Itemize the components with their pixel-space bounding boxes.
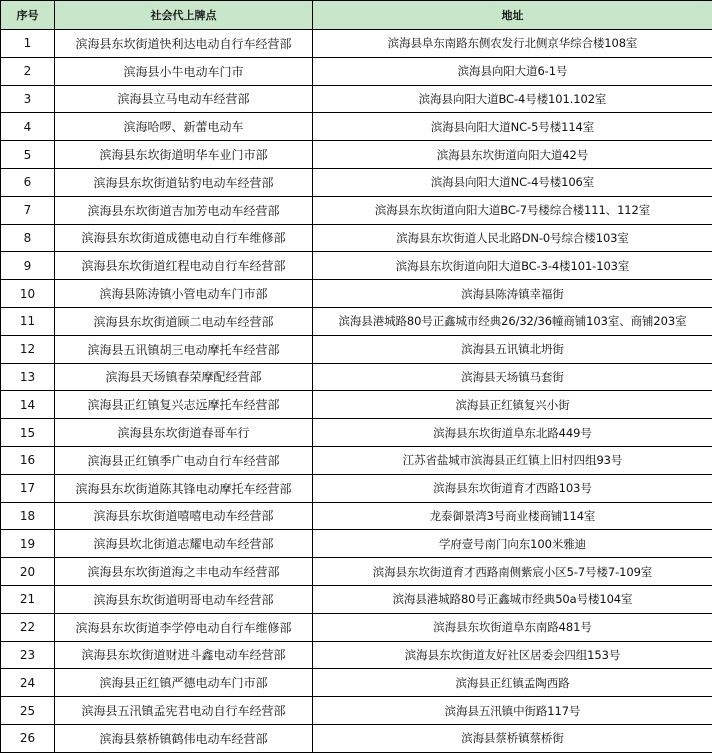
shop-name-cell: 滨海县东坎街道明华车业门市部 [55, 141, 313, 169]
row-number: 8 [1, 224, 55, 252]
table-row [1, 530, 712, 558]
address-cell: 滨海县东坎街道育才西路103号 [313, 474, 712, 502]
address-cell: 滨海县东坎街道人民北路DN-0号综合楼103室 [313, 224, 712, 252]
address-cell: 滨海县正红镇孟陶西路 [313, 669, 712, 697]
row-number: 11 [1, 307, 55, 335]
table-row [1, 141, 712, 169]
address-cell: 学府壹号南门向东100米雅迪 [313, 530, 712, 558]
table-row [1, 307, 712, 335]
shop-name-cell: 滨海县五讯镇胡三电动摩托车经营部 [55, 335, 313, 363]
header-name: 社会代上牌点 [55, 1, 313, 30]
table-row [1, 669, 712, 697]
table-row [1, 252, 712, 280]
shop-name-cell: 滨海县东坎街道吉加芳电动车经营部 [55, 196, 313, 224]
table-row [1, 585, 712, 613]
row-number: 5 [1, 141, 55, 169]
address-cell: 滨海县天场镇马套街 [313, 363, 712, 391]
address-cell: 滨海县向阳大道NC-5号楼114室 [313, 113, 712, 141]
shop-name-cell: 滨海县五汛镇孟宪君电动自行车经营部 [55, 697, 313, 725]
row-number: 19 [1, 530, 55, 558]
shop-name-cell: 滨海县正红镇复兴志远摩托车经营部 [55, 391, 313, 419]
table-row [1, 335, 712, 363]
shop-name-cell: 滨海哈啰、新蕾电动车 [55, 113, 313, 141]
row-number: 9 [1, 252, 55, 280]
row-number: 3 [1, 85, 55, 113]
address-cell: 滨海县向阳大道NC-4号楼106室 [313, 168, 712, 196]
row-number: 17 [1, 474, 55, 502]
shop-name-cell: 滨海县东坎街道钻豹电动车经营部 [55, 168, 313, 196]
shop-name-cell: 滨海县坎北街道志耀电动车经营部 [55, 530, 313, 558]
row-number: 13 [1, 363, 55, 391]
table-row [1, 363, 712, 391]
table-row [1, 697, 712, 725]
shop-name-cell: 滨海县正红镇严德电动车门市部 [55, 669, 313, 697]
row-number: 18 [1, 502, 55, 530]
row-number: 23 [1, 641, 55, 669]
address-cell: 滨海县东坎街道向阳大道BC-7号楼综合楼111、112室 [313, 196, 712, 224]
address-cell: 滨海县五讯镇北坍街 [313, 335, 712, 363]
address-cell: 滨海县东坎街道育才西路南侧紫宸小区5-7号楼7-109室 [313, 558, 712, 586]
row-number: 15 [1, 419, 55, 447]
shop-name-cell: 滨海县立马电动车经营部 [55, 85, 313, 113]
table-row [1, 613, 712, 641]
shop-name-cell: 滨海县东坎街道李学停电动自行车维修部 [55, 613, 313, 641]
address-cell: 滨海县东坎街道友好社区居委会四组153号 [313, 641, 712, 669]
shop-name-cell: 滨海县东坎街道财进斗鑫电动车经营部 [55, 641, 313, 669]
address-cell: 滨海县陈涛镇幸福街 [313, 280, 712, 308]
shop-name-cell: 滨海县东坎街道红程电动自行车经营部 [55, 252, 313, 280]
row-number: 2 [1, 57, 55, 85]
row-number: 12 [1, 335, 55, 363]
shop-name-cell: 滨海县蔡桥镇鹤伟电动车经营部 [55, 724, 313, 752]
shop-name-cell: 滨海县东坎街道春哥车行 [55, 419, 313, 447]
shop-name-cell: 滨海县天场镇春荣摩配经营部 [55, 363, 313, 391]
address-cell: 滨海县东坎街道阜东南路481号 [313, 613, 712, 641]
shop-name-cell: 滨海县东坎街道快利达电动自行车经营部 [55, 30, 313, 58]
table-row [1, 391, 712, 419]
address-cell: 滨海县向阳大道6-1号 [313, 57, 712, 85]
shop-name-cell: 滨海县小牛电动车门市 [55, 57, 313, 85]
row-number: 10 [1, 280, 55, 308]
table-body [1, 30, 712, 753]
shop-name-cell: 滨海县东坎街道顾二电动车经营部 [55, 307, 313, 335]
address-cell: 滨海县港城路80号正鑫城市经典50a号楼104室 [313, 585, 712, 613]
row-number: 1 [1, 30, 55, 58]
table-row [1, 224, 712, 252]
row-number: 16 [1, 446, 55, 474]
table-row [1, 30, 712, 58]
table-row [1, 558, 712, 586]
shop-name-cell: 滨海县正红镇季广电动自行车经营部 [55, 446, 313, 474]
table-row [1, 196, 712, 224]
row-number: 24 [1, 669, 55, 697]
address-cell: 滨海县向阳大道BC-4号楼101.102室 [313, 85, 712, 113]
address-cell: 滨海县五汛镇中街路117号 [313, 697, 712, 725]
row-number: 21 [1, 585, 55, 613]
address-cell: 滨海县东坎街道阜东北路449号 [313, 419, 712, 447]
table-row [1, 85, 712, 113]
address-cell: 江苏省盐城市滨海县正红镇上旧村四组93号 [313, 446, 712, 474]
row-number: 20 [1, 558, 55, 586]
shop-name-cell: 滨海县东坎街道成德电动自行车维修部 [55, 224, 313, 252]
header-row [1, 1, 712, 30]
row-number: 25 [1, 697, 55, 725]
table-row [1, 502, 712, 530]
address-cell: 滨海县阜东南路东侧农发行北侧京华综合楼108室 [313, 30, 712, 58]
table-row [1, 419, 712, 447]
row-number: 26 [1, 724, 55, 752]
table-header [1, 1, 712, 30]
table-row [1, 724, 712, 752]
table-row [1, 113, 712, 141]
row-number: 22 [1, 613, 55, 641]
table-row [1, 446, 712, 474]
table-row [1, 57, 712, 85]
address-cell: 滨海县东坎街道向阳大道42号 [313, 141, 712, 169]
row-number: 7 [1, 196, 55, 224]
header-no: 序号 [1, 1, 55, 30]
header-address: 地址 [313, 1, 712, 30]
table-row [1, 641, 712, 669]
shop-name-cell: 滨海县东坎街道海之丰电动车经营部 [55, 558, 313, 586]
address-cell: 滨海县港城路80号正鑫城市经典26/32/36幢商铺103室、商铺203室 [313, 307, 712, 335]
row-number: 4 [1, 113, 55, 141]
row-number: 14 [1, 391, 55, 419]
address-cell: 龙泰御景湾3号商业楼商铺114室 [313, 502, 712, 530]
row-number: 6 [1, 168, 55, 196]
shop-name-cell: 滨海县东坎街道嘻嘻电动车经营部 [55, 502, 313, 530]
shop-name-cell: 滨海县东坎街道明哥电动车经营部 [55, 585, 313, 613]
shop-name-cell: 滨海县陈涛镇小管电动车门市部 [55, 280, 313, 308]
table-row [1, 168, 712, 196]
address-cell: 滨海县正红镇复兴小街 [313, 391, 712, 419]
address-cell: 滨海县东坎街道向阳大道BC-3-4楼101-103室 [313, 252, 712, 280]
table-row [1, 280, 712, 308]
shop-name-cell: 滨海县东坎街道陈其锋电动摩托车经营部 [55, 474, 313, 502]
address-cell: 滨海县蔡桥镇蔡桥街 [313, 724, 712, 752]
table-row [1, 474, 712, 502]
